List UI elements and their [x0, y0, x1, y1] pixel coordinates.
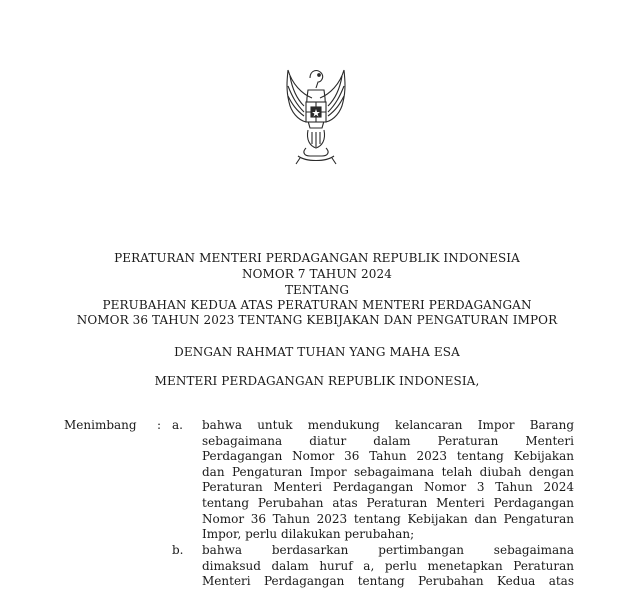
issuer-line: MENTERI PERDAGANGAN REPUBLIK INDONESIA,: [154, 374, 480, 388]
regulation-number: NOMOR 7 TAHUN 2024: [241, 267, 392, 281]
considering-item-a: [202, 418, 574, 543]
considering-label: Menimbang: [64, 418, 137, 432]
regulation-subject-line1: PERUBAHAN KEDUA ATAS PERATURAN MENTERI PERDAGANGAN: [102, 298, 532, 312]
text-line: Nomor 36 Tahun 2023 tentang Kebijakan dan Pengaturan: [202, 511, 574, 526]
garuda-emblem-icon: [266, 58, 366, 170]
regulation-title: PERATURAN MENTERI PERDAGANGAN REPUBLIK INDONESIA: [114, 251, 520, 265]
considering-colon: :: [157, 418, 162, 432]
text-line: tentang Perubahan atas Peraturan Menteri Perdagangan: [202, 495, 574, 510]
text-line: sebagaimana diatur dalam Peraturan Menteri: [202, 433, 574, 448]
text-line: dan Pengaturan Impor sebagaimana telah diubah dengan: [202, 464, 574, 479]
item-letter-b: b.: [172, 543, 184, 557]
text-line: Menteri Perdagangan tentang Perubahan Kedua atas: [202, 574, 574, 589]
item-letter-a: a.: [172, 418, 183, 432]
blessing-line: DENGAN RAHMAT TUHAN YANG MAHA ESA: [174, 345, 460, 359]
text-line: bahwa untuk mendukung kelancaran Impor Barang: [202, 418, 574, 432]
text-line: Perdagangan Nomor 36 Tahun 2023 tentang Kebijakan: [202, 449, 574, 464]
regulation-subject-line2: NOMOR 36 TAHUN 2023 TENTANG KEBIJAKAN DAN PENGATURAN IMPOR: [76, 313, 558, 327]
text-line: Impor, perlu dilakukan perubahan;: [202, 527, 415, 542]
text-line: dimaksud dalam huruf a, perlu menetapkan Peraturan: [202, 558, 574, 573]
regulation-about-label: TENTANG: [284, 283, 350, 297]
considering-item-b: [202, 543, 574, 590]
text-line: Peraturan Menteri Perdagangan Nomor 3 Tahun 2024: [202, 480, 574, 495]
text-line: bahwa berdasarkan pertimbangan sebagaimana: [202, 543, 574, 557]
